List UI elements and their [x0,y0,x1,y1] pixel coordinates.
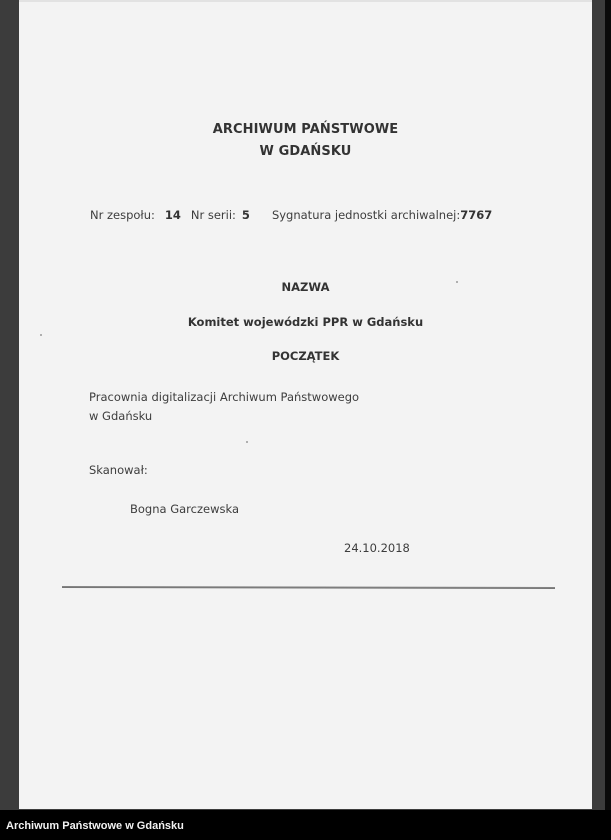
scan-edge-right [605,0,611,810]
digitization-workshop-line-2: w Gdańsku [89,409,153,423]
unit-name: Komitet wojewódzki PPR w Gdańsku [187,315,424,329]
horizontal-divider [62,586,555,589]
paper-speck [40,334,42,336]
series-number-label: Nr serii: [190,208,236,222]
digitization-workshop-line-1: Pracownia digitalizacji Archiwum Państwowego [89,390,360,404]
paper-speck [246,441,248,443]
archive-title-line-2: W GDAŃSKU [259,144,352,159]
archival-signature-value: 7767 [460,208,493,222]
name-section-label: NAZWA [281,280,330,294]
fonds-number-label: Nr zespołu: [90,208,155,222]
scan-date: 24.10.2018 [344,541,410,555]
archival-metadata-row [90,208,492,222]
start-section-label: POCZĄTEK [271,349,340,363]
scanner-name: Bogna Garczewska [130,502,239,516]
series-number-value: 5 [241,208,250,222]
archive-title-line-1: ARCHIWUM PAŃSTWOWE [212,122,399,137]
fonds-number-value: 14 [164,208,181,222]
document-page [19,0,592,809]
scanned-by-label: Skanował: [89,463,148,477]
footer-bar [0,810,611,840]
footer-caption: Archiwum Państwowe w Gdańsku [6,820,184,832]
archival-signature-label: Sygnatura jednostki archiwalnej: [271,208,461,222]
paper-speck [456,281,458,283]
